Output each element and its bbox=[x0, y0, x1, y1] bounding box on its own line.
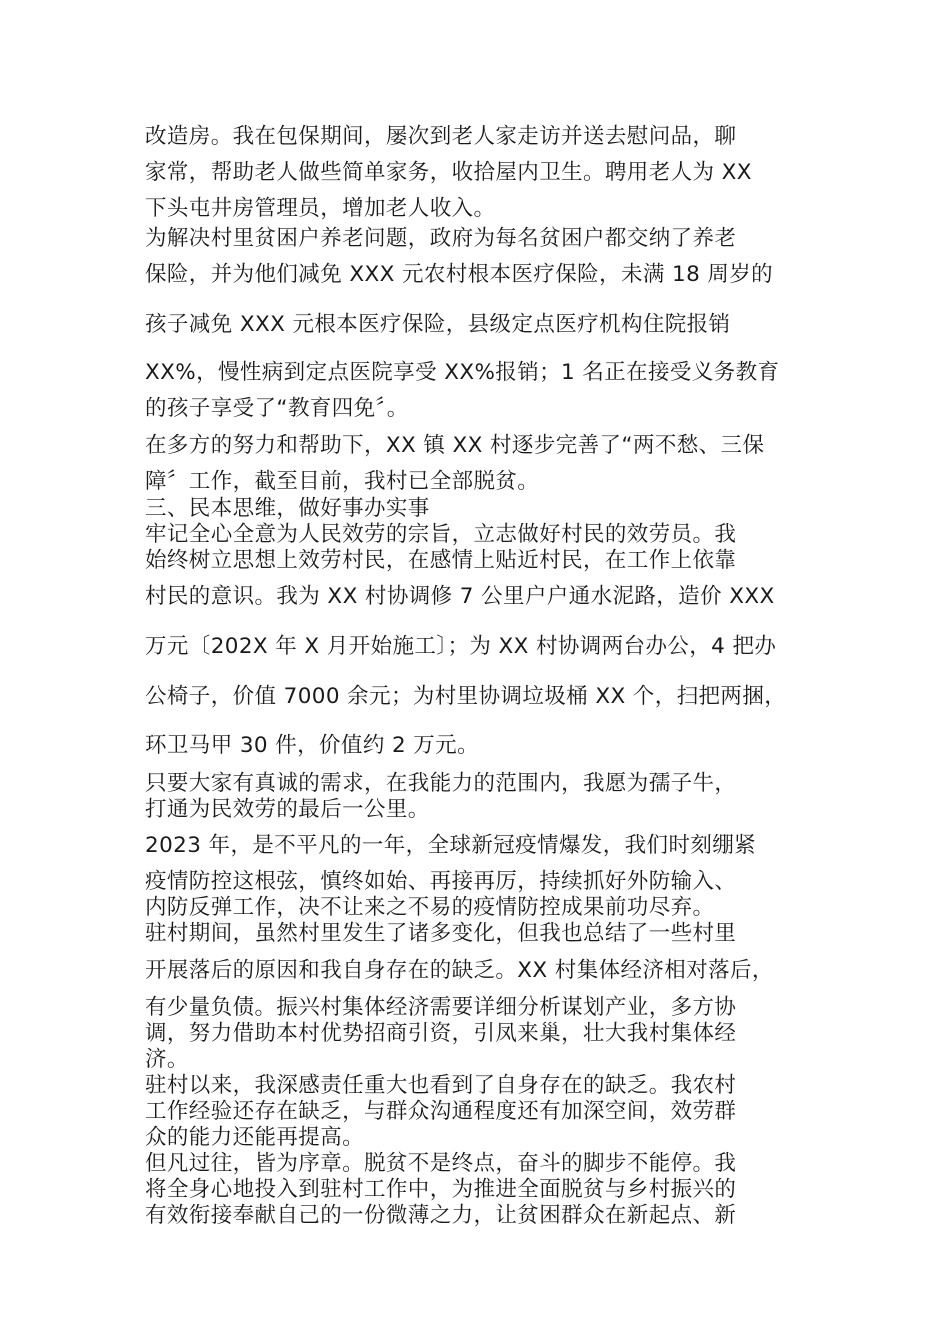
text-line: 疫情防控这根弦，慎终如始、再接再厉，持续抓好外防输入、 bbox=[145, 869, 737, 894]
text-line: 孩子减免 XXX 元根本医疗保险，县级定点医疗机构住院报销 bbox=[145, 312, 731, 337]
text-line: 在多方的努力和帮助下，XX 镇 XX 村逐步完善了“两不愁、三保 bbox=[145, 433, 765, 458]
text-line: XX%，慢性病到定点医院享受 XX%报销；1 名正在接受义务教育 bbox=[145, 360, 780, 385]
text-line: 保险，并为他们减免 XXX 元农村根本医疗保险，未满 18 周岁的 bbox=[145, 262, 774, 287]
text-line: 牢记全心全意为人民效劳的宗旨，立志做好村民的效劳员。我 bbox=[145, 522, 737, 547]
text-line: 改造房。我在包保期间，屡次到老人家走访并送去慰问品，聊 bbox=[145, 124, 737, 149]
text-line: 打通为民效劳的最后一公里。 bbox=[145, 797, 430, 822]
text-line: 障〞工作，截至目前，我村已全部脱贫。 bbox=[145, 469, 540, 494]
text-line: 驻村以来，我深感责任重大也看到了自身存在的缺乏。我农村 bbox=[145, 1073, 737, 1098]
text-line: 将全身心地投入到驻村工作中，为推进全面脱贫与乡村振兴的 bbox=[145, 1177, 737, 1202]
section-heading: 三、民本思维，做好事办实事 bbox=[145, 496, 430, 521]
text-line: 调，努力借助本村优势招商引资，引凤来巢，壮大我村集体经 bbox=[145, 1021, 737, 1046]
text-line: 只要大家有真诚的需求，在我能力的范围内，我愿为孺子牛， bbox=[145, 771, 737, 796]
text-line: 万元〔202X 年 X 月开始施工〕；为 XX 村协调两台办公，4 把办 bbox=[145, 634, 777, 659]
text-line: 但凡过往，皆为序章。脱贫不是终点，奋斗的脚步不能停。我 bbox=[145, 1151, 737, 1176]
text-line: 环卫马甲 30 件，价值约 2 万元。 bbox=[145, 733, 479, 758]
text-line: 有少量负债。振兴村集体经济需要详细分析谋划产业，多方协 bbox=[145, 995, 737, 1020]
text-line: 工作经验还存在缺乏，与群众沟通程度还有加深空间，效劳群 bbox=[145, 1099, 737, 1124]
text-line: 为解决村里贫困户养老问题，政府为每名贫困户都交纳了养老 bbox=[145, 226, 737, 251]
text-line: 公椅子，价值 7000 余元；为村里协调垃圾桶 XX 个，扫把两捆， bbox=[145, 684, 787, 709]
text-line: 开展落后的原因和我自身存在的缺乏。XX 村集体经济相对落后， bbox=[145, 958, 774, 983]
text-line: 驻村期间，虽然村里发生了诸多变化，但我也总结了一些村里 bbox=[145, 921, 737, 946]
text-line: 的孩子享受了“教育四免〞。 bbox=[145, 396, 409, 421]
text-line: 有效衔接奉献自己的一份微薄之力，让贫困群众在新起点、新 bbox=[145, 1203, 737, 1228]
text-line: 内防反弹工作，决不让来之不易的疫情防控成果前功尽弃。 bbox=[145, 895, 715, 920]
text-line: 众的能力还能再提高。 bbox=[145, 1125, 365, 1150]
text-line: 下头屯井房管理员，增加老人收入。 bbox=[145, 196, 496, 221]
text-line: 始终树立思想上效劳村民，在感情上贴近村民，在工作上依靠 bbox=[145, 548, 737, 573]
text-line: 2023 年，是不平凡的一年，全球新冠疫情爆发，我们时刻绷紧 bbox=[145, 833, 757, 858]
text-line: 家常，帮助老人做些简单家务，收拾屋内卫生。聘用老人为 XX bbox=[145, 160, 752, 185]
text-line: 济。 bbox=[145, 1047, 189, 1072]
text-line: 村民的意识。我为 XX 村协调修 7 公里户户通水泥路，造价 XXX bbox=[145, 584, 775, 609]
